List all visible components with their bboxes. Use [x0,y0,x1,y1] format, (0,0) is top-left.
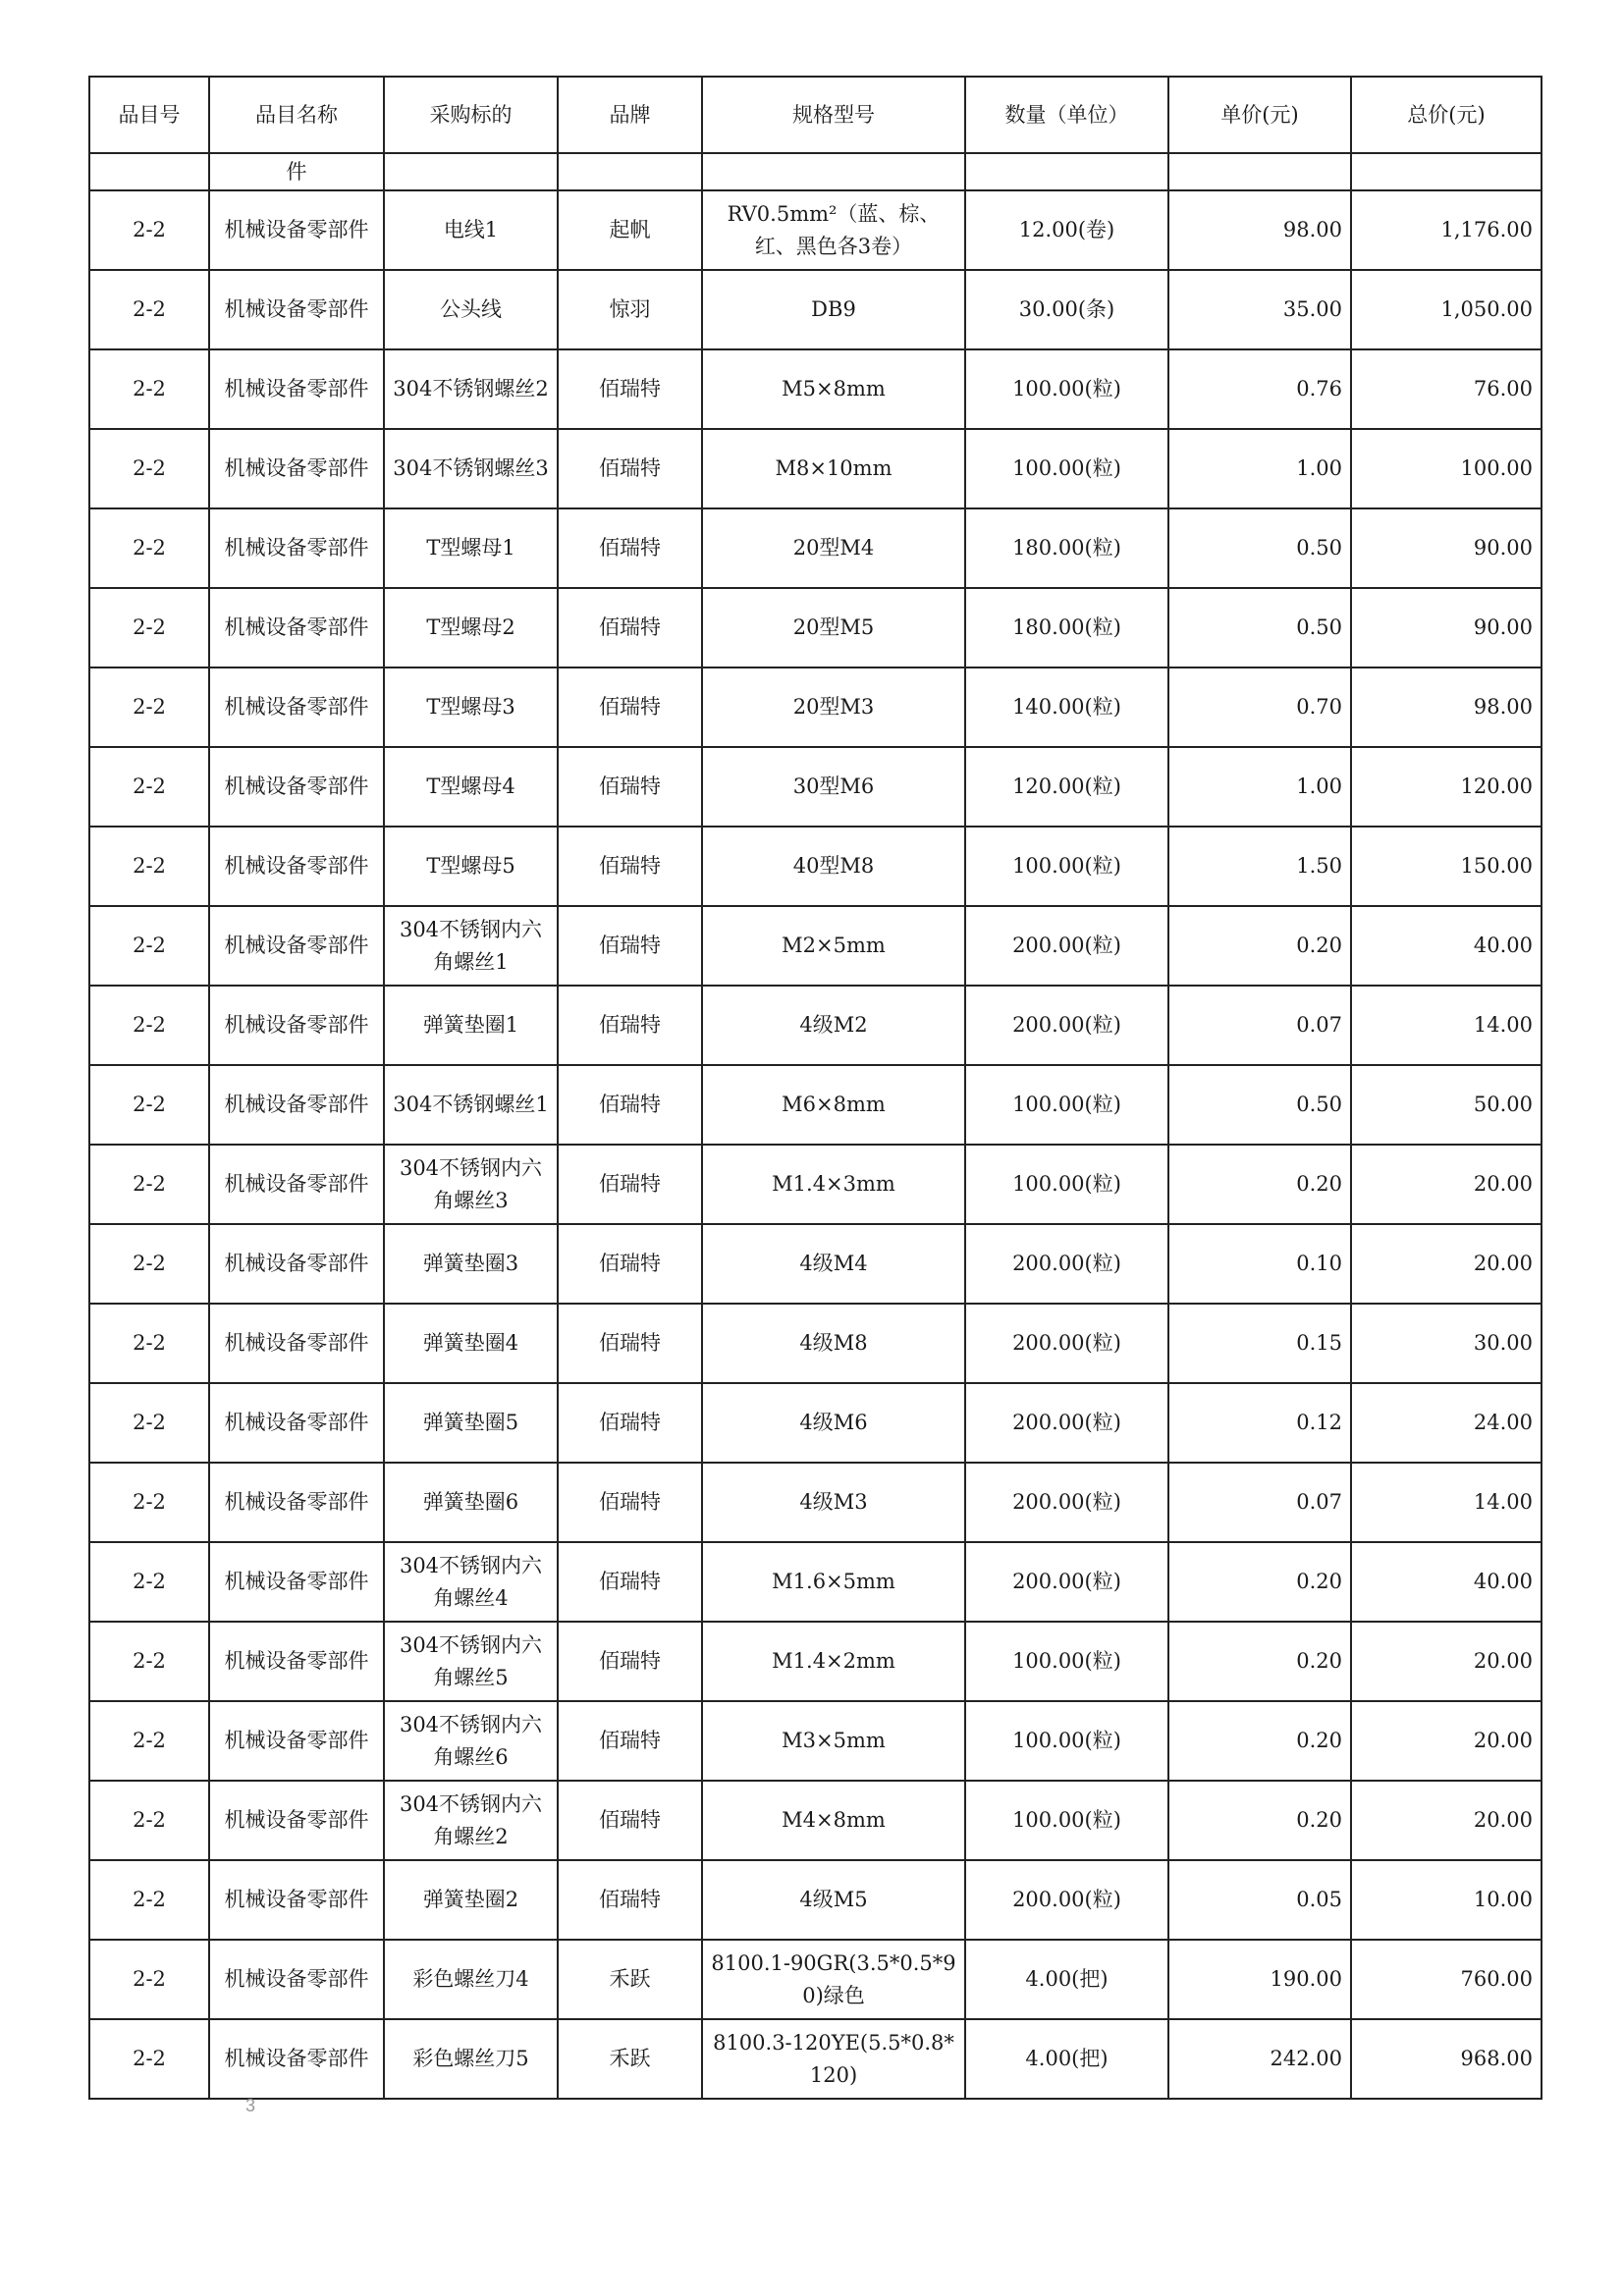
header-unit-price: 单价(元) [1168,77,1351,153]
cell-spec: M6×8mm [702,1065,965,1145]
cell-total-price: 40.00 [1351,906,1542,986]
cell-item-name: 机械设备零部件 [209,349,384,429]
cell-qty: 120.00(粒) [965,747,1168,827]
cell-unit-price: 35.00 [1168,270,1351,349]
cell-item-name: 机械设备零部件 [209,1701,384,1781]
cell-brand: 佰瑞特 [558,906,702,986]
cell-total-price: 150.00 [1351,827,1542,906]
cell-unit-price: 0.50 [1168,508,1351,588]
cell-brand: 佰瑞特 [558,747,702,827]
cell-brand: 佰瑞特 [558,667,702,747]
table-row [89,508,1542,588]
cell-item-name: 机械设备零部件 [209,1940,384,2019]
table-row [89,1860,1542,1940]
cell-qty: 200.00(粒) [965,1542,1168,1622]
cell-qty: 200.00(粒) [965,1860,1168,1940]
cell-unit-price: 242.00 [1168,2019,1351,2099]
cell-item-name: 机械设备零部件 [209,1622,384,1701]
cell-item-name: 机械设备零部件 [209,270,384,349]
cell-total-price: 50.00 [1351,1065,1542,1145]
cell-item-no: 2-2 [89,1463,209,1542]
cell-spec: 4级M3 [702,1463,965,1542]
table-row [89,747,1542,827]
cell-qty: 180.00(粒) [965,588,1168,667]
table-row [89,2019,1542,2099]
cell-target: 电线1 [384,190,558,270]
page-number: 3 [245,2096,256,2115]
cell-brand: 佰瑞特 [558,1383,702,1463]
header-row [89,77,1542,153]
table-row [89,588,1542,667]
cell-item-no: 2-2 [89,190,209,270]
cell-unit-price: 1.00 [1168,429,1351,508]
cell-spec: M5×8mm [702,349,965,429]
cell-item-no: 2-2 [89,1383,209,1463]
cell-target: 公头线 [384,270,558,349]
cell-brand: 佰瑞特 [558,429,702,508]
cell-total-price: 14.00 [1351,986,1542,1065]
table-row [89,190,1542,270]
cell-unit-price: 0.20 [1168,1542,1351,1622]
cell-item-name: 机械设备零部件 [209,1383,384,1463]
cell-total-price: 14.00 [1351,1463,1542,1542]
cell-total-price: 1,176.00 [1351,190,1542,270]
table-row [89,349,1542,429]
cell-target: 弹簧垫圈3 [384,1224,558,1304]
cell-item-no: 2-2 [89,667,209,747]
cell-spec: M3×5mm [702,1701,965,1781]
cell-item-no: 2-2 [89,1224,209,1304]
cell-brand: 佰瑞特 [558,1463,702,1542]
cell-total-price: 98.00 [1351,667,1542,747]
cell-item-name: 机械设备零部件 [209,508,384,588]
cell-brand [558,153,702,190]
header-target: 采购标的 [384,77,558,153]
cell-total-price: 1,050.00 [1351,270,1542,349]
cell-qty: 12.00(卷) [965,190,1168,270]
cell-total-price: 90.00 [1351,508,1542,588]
cell-brand: 佰瑞特 [558,1224,702,1304]
cell-qty: 100.00(粒) [965,1145,1168,1224]
cell-qty: 100.00(粒) [965,349,1168,429]
table-row [89,1701,1542,1781]
cell-brand: 起帆 [558,190,702,270]
cell-qty: 100.00(粒) [965,1781,1168,1860]
cell-spec: M1.6×5mm [702,1542,965,1622]
cell-item-name: 机械设备零部件 [209,1145,384,1224]
cell-total-price: 20.00 [1351,1701,1542,1781]
table-row [89,429,1542,508]
cell-item-no: 2-2 [89,588,209,667]
cell-total-price: 10.00 [1351,1860,1542,1940]
table-row [89,1224,1542,1304]
cell-item-name: 机械设备零部件 [209,827,384,906]
cell-qty: 100.00(粒) [965,1622,1168,1701]
cell-total-price: 20.00 [1351,1224,1542,1304]
cell-qty [965,153,1168,190]
cell-target: 304不锈钢内六角螺丝4 [384,1542,558,1622]
cell-item-name: 机械设备零部件 [209,986,384,1065]
document-page [88,76,1541,2100]
header-spec: 规格型号 [702,77,965,153]
table-row [89,667,1542,747]
cell-item-name: 机械设备零部件 [209,1065,384,1145]
cell-total-price: 20.00 [1351,1145,1542,1224]
table-row [89,1383,1542,1463]
cell-item-no: 2-2 [89,349,209,429]
cell-spec: M1.4×2mm [702,1622,965,1701]
header-total-price: 总价(元) [1351,77,1542,153]
cell-spec [702,153,965,190]
cell-item-name: 机械设备零部件 [209,588,384,667]
cell-target: 304不锈钢内六角螺丝5 [384,1622,558,1701]
cell-target: 304不锈钢内六角螺丝3 [384,1145,558,1224]
cell-total-price: 90.00 [1351,588,1542,667]
cell-total-price: 968.00 [1351,2019,1542,2099]
cell-item-no: 2-2 [89,270,209,349]
cell-spec: M8×10mm [702,429,965,508]
cell-qty: 200.00(粒) [965,1463,1168,1542]
continuation-row [89,153,1542,190]
cell-brand: 佰瑞特 [558,1145,702,1224]
cell-spec: 20型M3 [702,667,965,747]
cell-brand: 佰瑞特 [558,1065,702,1145]
cell-spec: 4级M6 [702,1383,965,1463]
cell-target: 304不锈钢螺丝1 [384,1065,558,1145]
cell-total-price: 20.00 [1351,1781,1542,1860]
header-item-no: 品目号 [89,77,209,153]
cell-target: 304不锈钢螺丝2 [384,349,558,429]
cell-target: 弹簧垫圈2 [384,1860,558,1940]
cell-item-name: 机械设备零部件 [209,190,384,270]
cell-qty: 4.00(把) [965,1940,1168,2019]
cell-brand: 佰瑞特 [558,1701,702,1781]
cell-qty: 200.00(粒) [965,906,1168,986]
cell-brand: 佰瑞特 [558,1781,702,1860]
cell-item-no: 2-2 [89,1940,209,2019]
cell-target: 304不锈钢内六角螺丝1 [384,906,558,986]
cell-unit-price: 0.12 [1168,1383,1351,1463]
cell-target: 304不锈钢螺丝3 [384,429,558,508]
cell-item-no: 2-2 [89,1065,209,1145]
cell-qty: 30.00(条) [965,270,1168,349]
cell-item-name: 机械设备零部件 [209,667,384,747]
cell-qty: 100.00(粒) [965,1065,1168,1145]
cell-unit-price: 1.50 [1168,827,1351,906]
table-row [89,1463,1542,1542]
cell-qty: 200.00(粒) [965,1383,1168,1463]
cell-target: T型螺母5 [384,827,558,906]
cell-qty: 4.00(把) [965,2019,1168,2099]
cell-total-price: 760.00 [1351,1940,1542,2019]
header-item-name: 品目名称 [209,77,384,153]
table-row [89,1940,1542,2019]
cell-target: 弹簧垫圈1 [384,986,558,1065]
cell-target: 弹簧垫圈4 [384,1304,558,1383]
cell-item-no: 2-2 [89,1622,209,1701]
cell-unit-price: 1.00 [1168,747,1351,827]
table-row [89,906,1542,986]
table-row [89,1304,1542,1383]
cell-target: 彩色螺丝刀4 [384,1940,558,2019]
cell-unit-price: 0.20 [1168,1701,1351,1781]
table-row [89,1145,1542,1224]
cell-brand: 禾跃 [558,1940,702,2019]
cell-total-price: 40.00 [1351,1542,1542,1622]
cell-item-name: 机械设备零部件 [209,1304,384,1383]
cell-item-name: 件 [209,153,384,190]
cell-unit-price: 190.00 [1168,1940,1351,2019]
cell-qty: 200.00(粒) [965,1304,1168,1383]
cell-item-name: 机械设备零部件 [209,2019,384,2099]
cell-total-price: 100.00 [1351,429,1542,508]
cell-spec: M1.4×3mm [702,1145,965,1224]
cell-target: T型螺母3 [384,667,558,747]
cell-unit-price: 0.05 [1168,1860,1351,1940]
cell-item-no: 2-2 [89,1781,209,1860]
cell-target: T型螺母1 [384,508,558,588]
cell-spec: 40型M8 [702,827,965,906]
cell-brand: 佰瑞特 [558,588,702,667]
cell-item-no [89,153,209,190]
cell-item-no: 2-2 [89,2019,209,2099]
cell-spec: 20型M5 [702,588,965,667]
procurement-table [88,76,1542,2100]
table-row [89,986,1542,1065]
cell-total-price [1351,153,1542,190]
cell-spec: 8100.3-120YE(5.5*0.8*120) [702,2019,965,2099]
cell-target: T型螺母2 [384,588,558,667]
cell-brand: 惊羽 [558,270,702,349]
cell-unit-price: 98.00 [1168,190,1351,270]
cell-item-name: 机械设备零部件 [209,429,384,508]
cell-spec: RV0.5mm²（蓝、棕、红、黑色各3卷） [702,190,965,270]
cell-brand: 佰瑞特 [558,827,702,906]
cell-brand: 佰瑞特 [558,1860,702,1940]
cell-item-name: 机械设备零部件 [209,747,384,827]
cell-item-no: 2-2 [89,1304,209,1383]
cell-unit-price: 0.50 [1168,1065,1351,1145]
cell-unit-price: 0.15 [1168,1304,1351,1383]
cell-item-name: 机械设备零部件 [209,1224,384,1304]
cell-spec: 30型M6 [702,747,965,827]
cell-item-no: 2-2 [89,986,209,1065]
cell-brand: 佰瑞特 [558,1542,702,1622]
cell-unit-price: 0.07 [1168,1463,1351,1542]
cell-item-name: 机械设备零部件 [209,1781,384,1860]
cell-item-name: 机械设备零部件 [209,1542,384,1622]
cell-unit-price: 0.70 [1168,667,1351,747]
cell-brand: 佰瑞特 [558,349,702,429]
cell-spec: 4级M2 [702,986,965,1065]
cell-spec: 8100.1-90GR(3.5*0.5*90)绿色 [702,1940,965,2019]
cell-target: T型螺母4 [384,747,558,827]
cell-unit-price: 0.76 [1168,349,1351,429]
table-row [89,1542,1542,1622]
cell-brand: 佰瑞特 [558,508,702,588]
cell-target [384,153,558,190]
table-row [89,1622,1542,1701]
cell-item-no: 2-2 [89,1542,209,1622]
table-row [89,1065,1542,1145]
cell-total-price: 120.00 [1351,747,1542,827]
cell-target: 弹簧垫圈6 [384,1463,558,1542]
cell-brand: 佰瑞特 [558,1304,702,1383]
cell-item-name: 机械设备零部件 [209,906,384,986]
cell-qty: 180.00(粒) [965,508,1168,588]
cell-unit-price: 0.10 [1168,1224,1351,1304]
cell-brand: 佰瑞特 [558,1622,702,1701]
cell-spec: 4级M4 [702,1224,965,1304]
cell-qty: 100.00(粒) [965,429,1168,508]
cell-target: 弹簧垫圈5 [384,1383,558,1463]
cell-item-no: 2-2 [89,508,209,588]
cell-unit-price: 0.20 [1168,1622,1351,1701]
cell-unit-price: 0.07 [1168,986,1351,1065]
cell-target: 彩色螺丝刀5 [384,2019,558,2099]
table-row [89,270,1542,349]
cell-item-no: 2-2 [89,1701,209,1781]
cell-item-no: 2-2 [89,906,209,986]
cell-spec: 20型M4 [702,508,965,588]
cell-item-no: 2-2 [89,1145,209,1224]
table-row [89,1781,1542,1860]
cell-spec: M4×8mm [702,1781,965,1860]
cell-unit-price [1168,153,1351,190]
cell-spec: M2×5mm [702,906,965,986]
cell-qty: 200.00(粒) [965,1224,1168,1304]
cell-unit-price: 0.20 [1168,1781,1351,1860]
cell-unit-price: 0.20 [1168,1145,1351,1224]
cell-unit-price: 0.50 [1168,588,1351,667]
cell-target: 304不锈钢内六角螺丝6 [384,1701,558,1781]
header-qty: 数量（单位） [965,77,1168,153]
header-brand: 品牌 [558,77,702,153]
cell-spec: DB9 [702,270,965,349]
cell-item-no: 2-2 [89,429,209,508]
cell-target: 304不锈钢内六角螺丝2 [384,1781,558,1860]
cell-total-price: 20.00 [1351,1622,1542,1701]
cell-spec: 4级M5 [702,1860,965,1940]
cell-brand: 佰瑞特 [558,986,702,1065]
cell-total-price: 76.00 [1351,349,1542,429]
cell-qty: 100.00(粒) [965,827,1168,906]
cell-item-name: 机械设备零部件 [209,1463,384,1542]
cell-total-price: 30.00 [1351,1304,1542,1383]
cell-qty: 200.00(粒) [965,986,1168,1065]
cell-total-price: 24.00 [1351,1383,1542,1463]
table-row [89,827,1542,906]
cell-brand: 禾跃 [558,2019,702,2099]
cell-unit-price: 0.20 [1168,906,1351,986]
cell-qty: 140.00(粒) [965,667,1168,747]
cell-item-no: 2-2 [89,747,209,827]
cell-spec: 4级M8 [702,1304,965,1383]
cell-item-no: 2-2 [89,827,209,906]
cell-qty: 100.00(粒) [965,1701,1168,1781]
cell-item-no: 2-2 [89,1860,209,1940]
cell-item-name: 机械设备零部件 [209,1860,384,1940]
